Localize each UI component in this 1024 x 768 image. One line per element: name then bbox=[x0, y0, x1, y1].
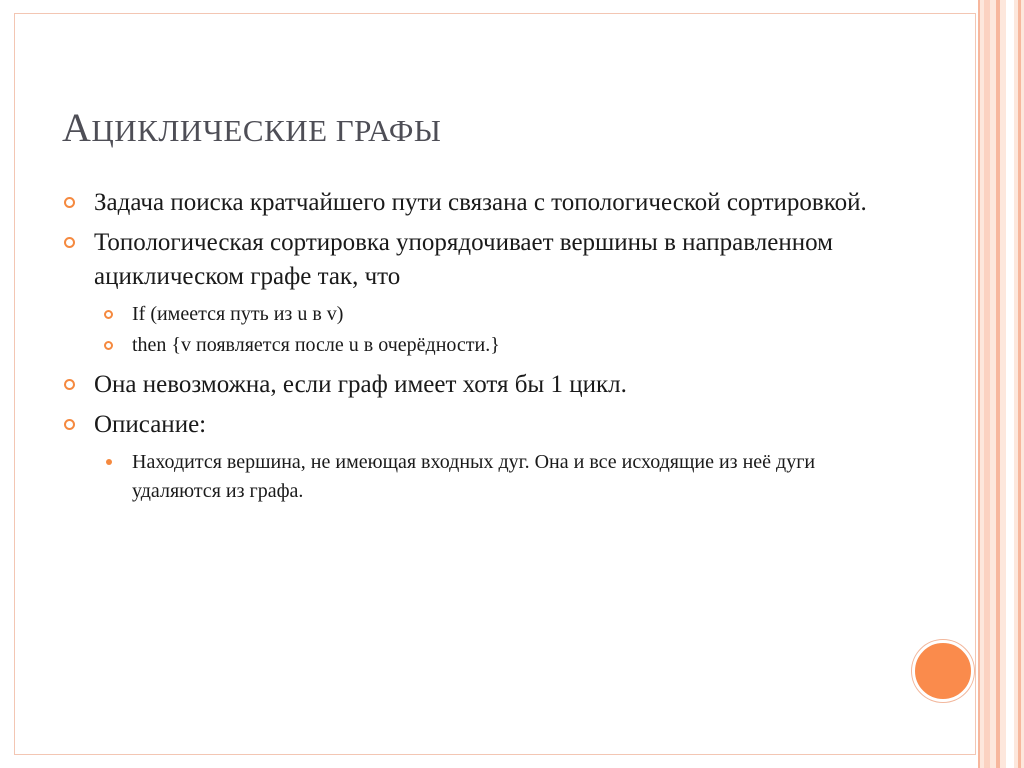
title-initial: А bbox=[62, 105, 92, 150]
stripe bbox=[978, 0, 980, 768]
sub-bullet-item bbox=[102, 300, 892, 329]
bullet-text: Задача поиска кратчайшего пути связана с топологической сортировкой. bbox=[94, 189, 867, 216]
bullet-dot-icon bbox=[106, 459, 112, 465]
sub-bullet-text: Находится вершина, не имеющая входных дуг. Она и все исходящие из неё дуги удаляются из графа. bbox=[132, 451, 816, 502]
bullet-text: Она невозможна, если граф имеет хотя бы 1 цикл. bbox=[94, 371, 627, 398]
stripe bbox=[1018, 0, 1021, 768]
decorative-stripes bbox=[978, 0, 1024, 768]
sub-bullet-item bbox=[102, 448, 892, 506]
bullet-ring-icon bbox=[104, 310, 113, 319]
bullet-text: Топологическая сортировка упорядочивает вершины в направленном ациклическом графе так, что bbox=[94, 229, 833, 290]
bullet-ring-icon bbox=[64, 379, 75, 390]
bullet-ring-icon bbox=[64, 419, 75, 430]
title-rest: ЦИКЛИЧЕСКИЕ ГРАФЫ bbox=[91, 113, 442, 148]
sub-bullet-item bbox=[102, 331, 892, 360]
bullet-item bbox=[62, 226, 892, 294]
bullet-item bbox=[62, 186, 892, 220]
bullet-ring-icon bbox=[64, 197, 75, 208]
decorative-circle bbox=[912, 640, 974, 702]
bullet-text: Описание: bbox=[94, 411, 207, 438]
bullet-ring-icon bbox=[64, 237, 75, 248]
bullet-ring-icon bbox=[104, 341, 113, 350]
slide-title bbox=[62, 104, 441, 151]
stripe bbox=[984, 0, 990, 768]
bullet-item bbox=[62, 408, 892, 442]
bullet-item bbox=[62, 368, 892, 402]
bullet-list bbox=[62, 186, 892, 508]
sub-bullet-text: If (имеется путь из u в v) bbox=[132, 303, 344, 325]
stripe bbox=[996, 0, 1000, 768]
sub-bullet-text: then {v появляется после u в очерёдности.} bbox=[132, 334, 500, 356]
stripe bbox=[1006, 0, 1014, 768]
